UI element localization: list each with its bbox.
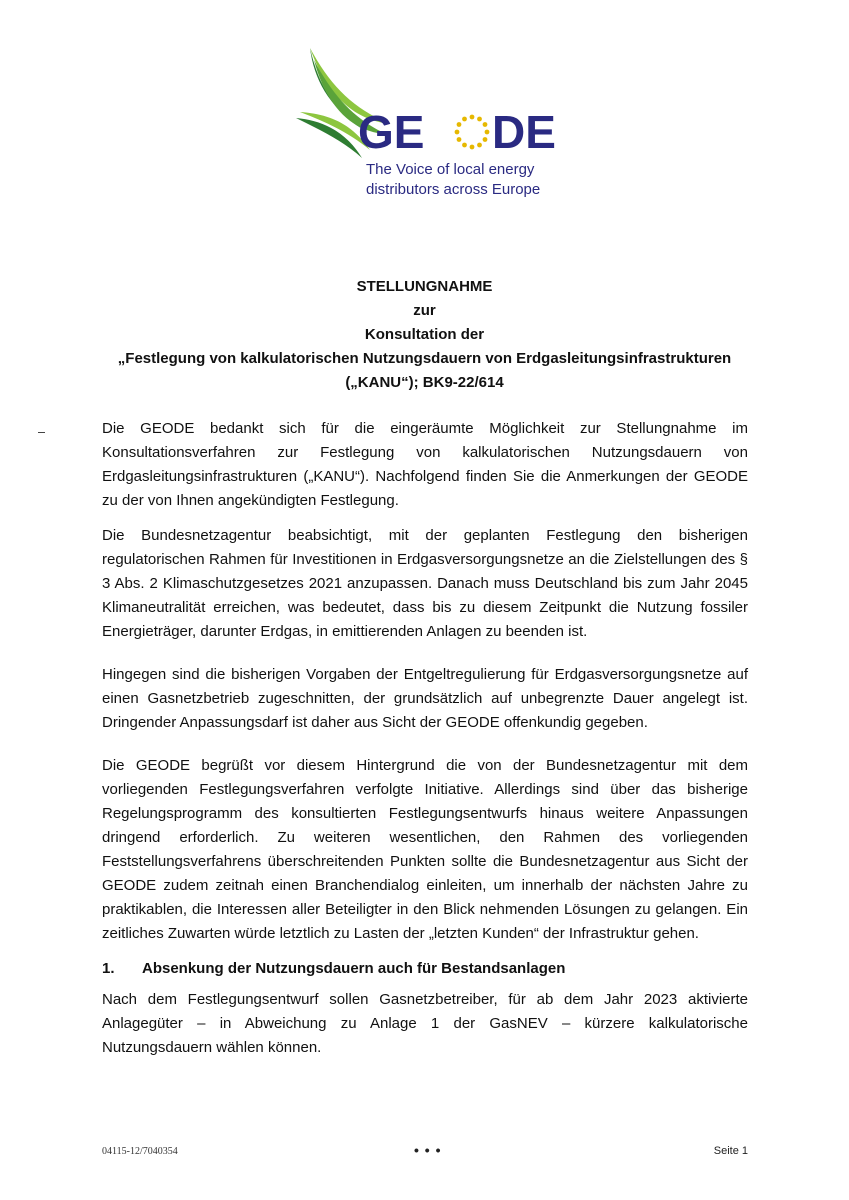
heading-line-4: „Festlegung von kalkulatorischen Nutzungsdauern von Erdgasleitungsinfrastrukturen bbox=[117, 350, 732, 367]
document-reference: 04115-12/7040354 bbox=[102, 1146, 178, 1157]
paragraph-initiative: Die GEODE begrüßt vor diesem Hintergrund die von der Bundesnetzagentur mit dem vorliegenden Festlegungsverfahren verfolgte Initiative. Allerdings sind über das bisherige Regelungsprogramm des konsultierten Festlegungsentwurfs hinaus weitere Anpassungen dringend erforderlich. Zu weiteren wesentlichen, den Rahmen des vorliegenden Feststellungsverfahrens überschreitenden Punkten sollte die Bundesnetzagentur aus Sicht der GEODE zudem zeitnah einen Branchendialog einleiten, um innerhalb der nächsten Jahre zu praktikablen, die Interessen aller Beteiligter in den Blick nehmenden Lösungen zu gelangen. Ein zeitliches Zuwarten würde letztlich zu Lasten der „letzten Kunden“ der Infrastruktur gehen. bbox=[102, 757, 748, 942]
section-heading bbox=[102, 957, 748, 981]
geode-logo bbox=[290, 40, 570, 205]
heading-line-5: („KANU“); BK9-22/614 bbox=[345, 374, 504, 391]
section-title: Absenkung der Nutzungsdauern auch für Bestandsanlagen bbox=[142, 960, 566, 977]
logo-tagline bbox=[366, 160, 566, 200]
svg-text:DE: DE bbox=[492, 106, 556, 158]
paragraph-intro: Die GEODE bedankt sich für die eingeräumte Möglichkeit zur Stellungnahme im Konsultationsverfahren zur Festlegung von kalkulatorischen Nutzungsdauern von Erdgasleitungsinfrastrukturen („KANU“). Nachfolgend finden Sie die Anmerkungen der GEODE zu der von Ihnen angekündigten Festlegung. bbox=[102, 420, 748, 509]
footer-separator: • • • bbox=[414, 1142, 442, 1158]
section-number: 1. bbox=[102, 960, 115, 977]
margin-mark bbox=[38, 432, 45, 433]
paragraph-context: Die Bundesnetzagentur beabsichtigt, mit der geplanten Festlegung den bisherigen regulatorischen Rahmen für Investitionen in Erdgasversorgungsnetze an die Zielstellungen des § 3 Abs. 2 Klimaschutzgesetzes 2021 anzupassen. Danach muss Deutschland bis zum Jahr 2045 Klimaneutralität erreichen, was bedeutet, dass bis zu diesem Zeitpunkt die Nutzung fossiler Energieträger, darunter Erdgas, in emittierenden Anlagen zu beenden ist. bbox=[102, 527, 748, 640]
logo-tagline-line2: distributors across Europe bbox=[366, 181, 541, 198]
section-paragraph: Nach dem Festlegungsentwurf sollen Gasnetzbetreiber, für ab dem Jahr 2023 aktivierte Anlagegüter – in Abweichung zu Anlage 1 der GasNEV – kürzere kalkulatorische Nutzungsdauern wählen können. bbox=[102, 991, 748, 1056]
heading-line-1: STELLUNGNAHME bbox=[356, 278, 493, 295]
svg-text:GE: GE bbox=[358, 106, 425, 158]
paragraph-regulation: Hingegen sind die bisherigen Vorgaben der Entgeltregulierung für Erdgasversorgungsnetze auf einen Gasnetzbetrieb zugeschnitten, der grundsätzlich auf unbegrenzte Dauer angelegt ist. Dringender Anpassungsdarf ist daher aus Sicht der GEODE offenkundig gegeben. bbox=[102, 666, 748, 731]
heading-line-2: zur bbox=[413, 302, 436, 319]
document-heading bbox=[60, 275, 789, 395]
page-footer bbox=[102, 1144, 748, 1164]
heading-line-3: Konsultation der bbox=[364, 326, 485, 343]
page-number: Seite 1 bbox=[713, 1145, 748, 1157]
logo-tagline-line1: The Voice of local energy bbox=[366, 161, 535, 178]
